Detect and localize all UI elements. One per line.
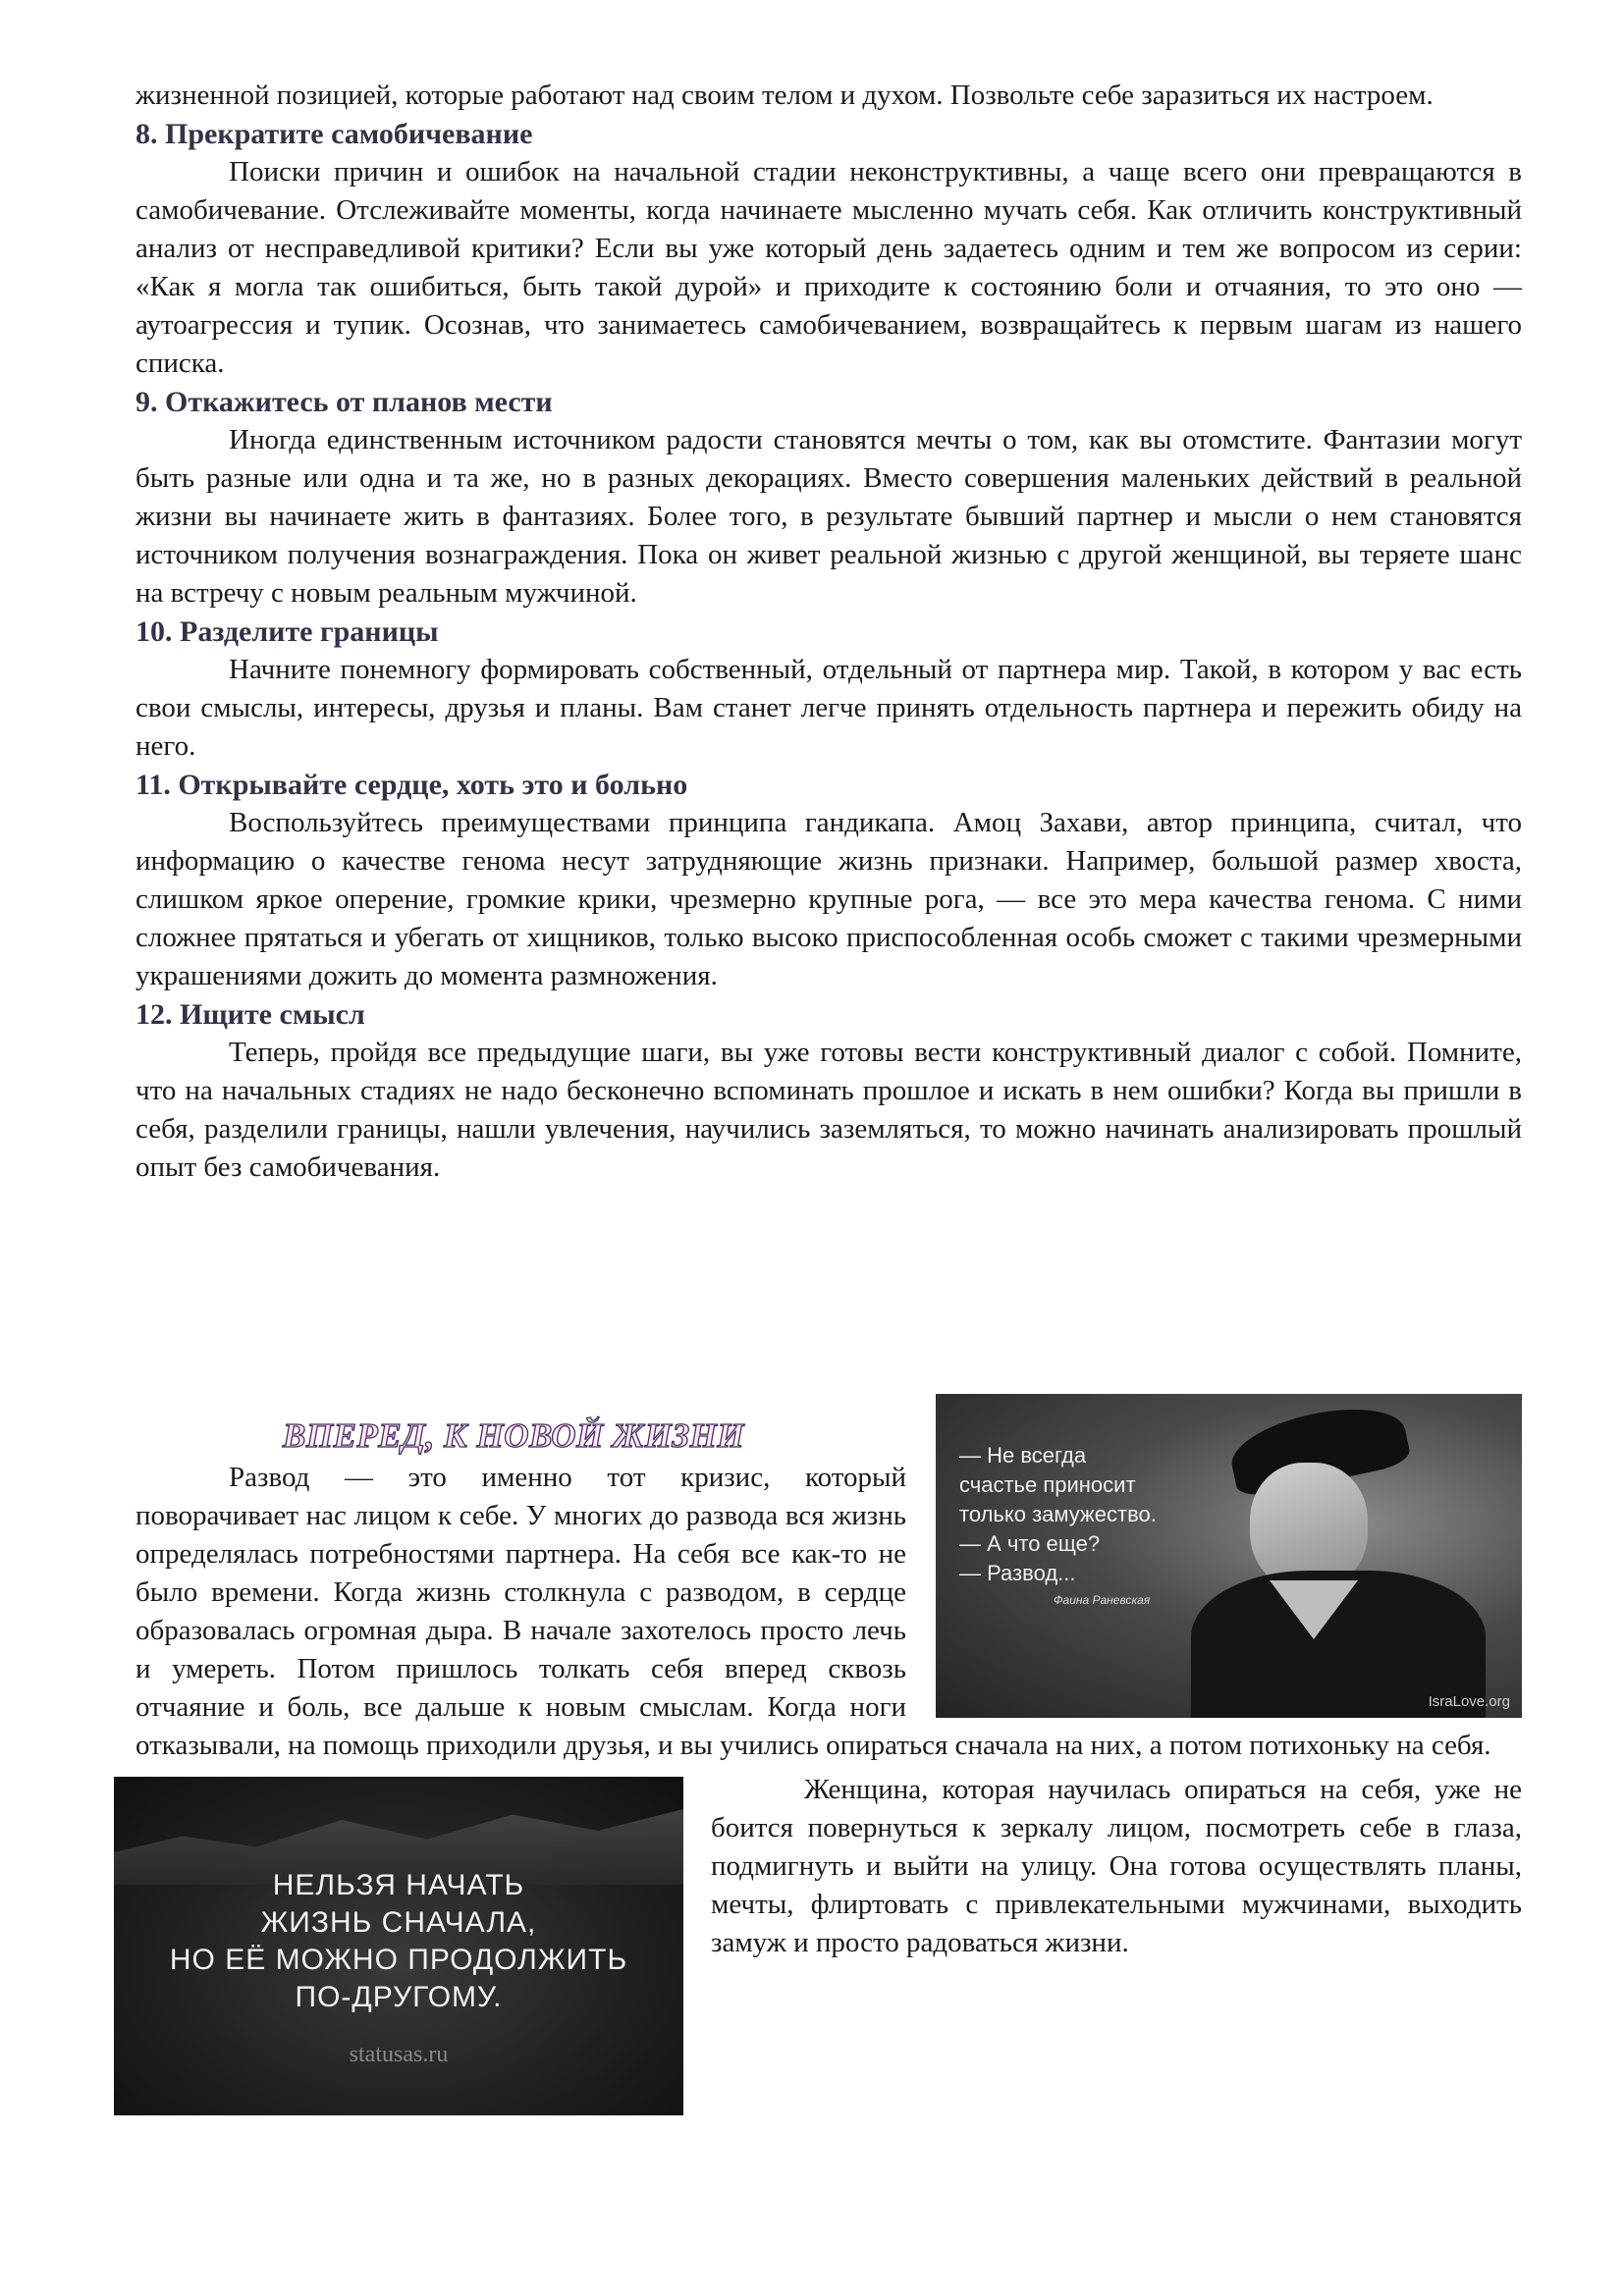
quote-line: ЖИЗНЬ СНАЧАЛА, [260,1906,537,1939]
quote-line: НО ЕЁ МОЖНО ПРОДОЛЖИТЬ [169,1944,628,1976]
quote-line: — Развод... [959,1561,1076,1585]
image-watermark: IsraLove.org [1428,1693,1510,1710]
section-11-body: Воспользуйтесь преимуществами принципа гандикапа. Амоц Захави, автор принципа, считал, что информацию о качестве генома несут затрудняющие жизнь признаки. Например, большой размер хвоста, слишком яркое оперение, громкие крики, чрезмерно крупные рога, — все это мера качества генома. С ними сложнее прятаться и убегать от хищников, только высоко приспособленная особь сможет с такими чрезмерными украшениями дожить до момента размножения. [135,807,1522,991]
quote-line: — Не всегда [959,1443,1087,1468]
quote-signature: Фаина Раневская [1054,1593,1151,1607]
section-8-heading: 8. Прекратите самобичевание [135,118,533,150]
motivational-quote-text [114,1867,683,2016]
quote-line: НЕЛЬЗЯ НАЧАТЬ [272,1869,525,1901]
article-lower [135,1394,1522,2115]
quote-text [959,1441,1254,1588]
section-9-heading: 9. Откажитесь от планов мести [135,386,553,418]
final-paragraph-2: Женщина, которая научилась опираться на себя, уже не боится повернуться к зеркалу лицом, посмотреть себе в глаза, подмигнуть и выйти на улицу. Она готова осуществлять планы, мечты, флиртовать с привлекательными мужчинами, выходить замуж и просто радоваться жизни. [711,1774,1522,1958]
intro-paragraph: жизненной позицией, которые работают над своим телом и духом. Позвольте себе заразиться их настроем. [135,80,1434,111]
section-9-body: Иногда единственным источником радости становятся мечты о том, как вы отомстите. Фантазии могут быть разные или одна и та же, но в разных декорациях. Вместо совершения маленьких действий в реальной жизни вы начинаете жить в фантазиях. Более того, в результате бывший партнер и мысли о нем становятся источником получения вознаграждения. Пока он живет реальной жизнью с другой женщиной, вы теряете шанс на встречу с новым реальным мужчиной. [135,424,1522,609]
quote-line: ПО-ДРУГОМУ. [295,1981,503,2013]
motivational-quote-image [114,1777,683,2115]
section-10-body: Начните понемногу формировать собственный, отдельный от партнера мир. Такой, в котором у вас есть свои смыслы, интересы, друзья и планы. Вам станет легче принять отдельность партнера и пережить обиду на него. [135,654,1522,762]
section-12-heading: 12. Ищите смысл [135,998,365,1031]
article-upper [135,77,1522,1187]
ranevskaya-quote-image [936,1394,1522,1718]
quote-line: счастье приносит [959,1472,1136,1497]
section-10-heading: 10. Разделите границы [135,615,439,648]
section-12-body: Теперь, пройдя все предыдущие шаги, вы уже готовы вести конструктивный диалог с собой. Помните, что на начальных стадиях не надо бесконечно вспоминать прошлое и искать в нем ошибки? Когда вы пришли в себя, разделили границы, нашли увлечения, научились заземляться, то можно начинать анализировать прошлый опыт без самобичевания. [135,1037,1522,1183]
final-paragraph-1: Развод — это именно тот кризис, который поворачивает нас лицом к себе. У многих до развода вся жизнь определялась потребностями партнера. На себя все как-то не было времени. Когда жизнь столкнула с разводом, в сердце образовалась огромная дыра. В начале захотелось просто лечь и умереть. Потом пришлось толкать себя вперед сквозь отчаяние и боль, все дальше к новым смыслам. Когда ноги отказывали, на помощь приходили друзья, и вы учились опираться сначала на них, а потом потихоньку на себя. [135,1462,1491,1761]
quote-line: только замужество. [959,1502,1157,1526]
image-watermark: statusas.ru [349,2042,449,2067]
final-section-title: ВПЕРЕД, К НОВОЙ ЖИЗНИ [283,1416,745,1455]
section-8-body: Поиски причин и ошибок на начальной стадии неконструктивны, а чаще всего они превращаются в самобичевание. Отслеживайте моменты, когда начинаете мысленно мучать себя. Как отличить конструктивный анализ от несправедливой критики? Если вы уже который день задаетесь одним и тем же вопросом из серии: «Как я могла так ошибиться, быть такой дурой» и приходите к состоянию боли и отчаяния, то это оно — аутоагрессия и тупик. Осознав, что занимаетесь самобичеванием, возвращайтесь к первым шагам из нашего списка. [135,156,1522,379]
quote-line: — А что еще? [959,1531,1101,1556]
section-11-heading: 11. Открывайте сердце, хоть это и больно [135,769,688,801]
